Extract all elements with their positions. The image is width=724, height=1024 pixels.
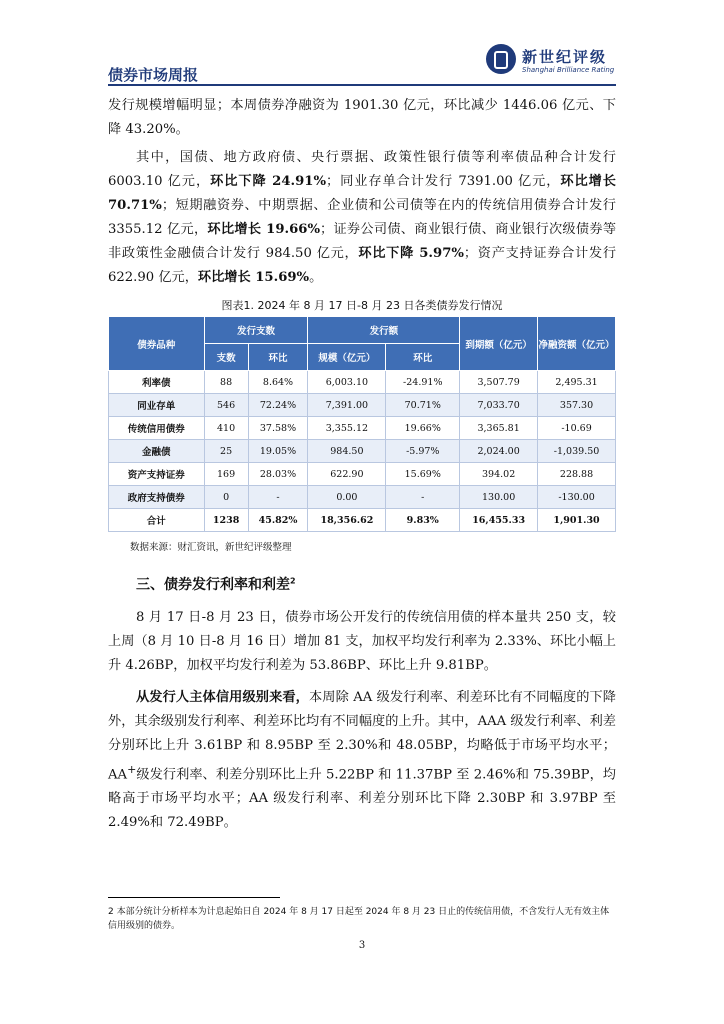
emphasis-cd-change: 环比增长 70.71%	[108, 174, 616, 213]
table-cell: 0.00	[308, 486, 386, 509]
table-cell: 0	[204, 486, 248, 509]
header-scale: 规模（亿元）	[308, 344, 386, 371]
table-cell: 资产支持证券	[109, 463, 205, 486]
paragraph-issuance-breakdown	[108, 146, 616, 290]
table-source: 数据来源：财汇资讯，新世纪评级整理	[130, 542, 292, 553]
text-segment: ；证券公司债、商业银行债、商业银行次级债券等非政策性金融债合计发行 984.50 亿元，	[108, 222, 617, 261]
table-row-total	[109, 509, 616, 532]
table-cell: 88	[204, 371, 248, 394]
table-cell: 16,455.33	[460, 509, 538, 532]
table-cell: 3,355.12	[308, 417, 386, 440]
table-cell: 410	[204, 417, 248, 440]
table-row	[109, 463, 616, 486]
table-cell: 3,365.81	[460, 417, 538, 440]
header-scale-change: 环比	[386, 344, 460, 371]
table-cell: 3,507.79	[460, 371, 538, 394]
emphasis-rating-lead: 从发行人主体信用级别来看，	[136, 690, 309, 705]
table-cell: 37.58%	[248, 417, 308, 440]
table-row	[109, 417, 616, 440]
table-cell: 130.00	[460, 486, 538, 509]
report-title: 债券市场周报	[108, 66, 199, 84]
table-cell: 传统信用债券	[109, 417, 205, 440]
bond-issuance-table	[108, 316, 616, 532]
table-cell: 19.66%	[386, 417, 460, 440]
section-title: 三、债券发行利率和利差	[136, 577, 290, 593]
footnote-divider	[108, 897, 280, 898]
emphasis-financial-bond-change: 环比下降 5.97%	[358, 246, 464, 261]
emphasis-credit-bond-change: 环比增长 19.66%	[207, 222, 320, 237]
paragraph-rating-analysis	[108, 686, 616, 835]
table-cell: 15.69%	[386, 463, 460, 486]
table-row	[109, 486, 616, 509]
table-row	[109, 394, 616, 417]
table-cell: -24.91%	[386, 371, 460, 394]
table-cell: 984.50	[308, 440, 386, 463]
table-cell: 45.82%	[248, 509, 308, 532]
page-number: 3	[358, 940, 366, 951]
table-cell: 394.02	[460, 463, 538, 486]
table-cell: 2,024.00	[460, 440, 538, 463]
header-net-financing: 净融资额（亿元）	[538, 317, 616, 371]
text-segment: 级发行利率、利差分别环比上升 5.22BP 和 11.37BP 至 2.46%和 75.39BP，均略高于市场平均水平；AA 级发行利率、利差分别环比下降 2.30BP 和 3.97BP 至 2.49%和 72.49BP。	[108, 767, 616, 831]
table-cell: 金融债	[109, 440, 205, 463]
table-cell: 1,901.30	[538, 509, 616, 532]
company-logo-icon	[486, 44, 516, 74]
header-category: 债券品种	[109, 317, 205, 371]
paragraph-spread-summary: 8 月 17 日-8 月 23 日，债券市场公开发行的传统信用债的样本量共 250 支，较上周（8 月 10 日-8 月 16 日）增加 81 支，加权平均发行利率为 2.33%、环比小幅上升 4.26BP，加权平均发行利差为 53.86BP、环比上升 9.81BP。	[108, 610, 616, 673]
emphasis-abs-change: 环比增长 15.69%	[197, 270, 310, 285]
table-cell: 9.83%	[386, 509, 460, 532]
table-caption: 图表1. 2024 年 8 月 17 日-8 月 23 日各类债券发行情况	[221, 299, 503, 312]
table-cell: 1238	[204, 509, 248, 532]
footnote-marker: 2	[290, 576, 296, 586]
table-row	[109, 371, 616, 394]
superscript-plus: +	[127, 763, 137, 776]
table-cell: 2,495.31	[538, 371, 616, 394]
table-cell: -1,039.50	[538, 440, 616, 463]
text-segment: 本周除 AA 级发行利率、利差环比有不同幅度的下降外，其余级别发行利率、利差环比均有不同幅度的上升。其中，AAA 级发行利率、利差分别环比上升 3.61BP 和 8.95BP 至 2.30%和 48.05BP，均略低于市场平均水平；AA	[108, 690, 616, 783]
header-count: 支数	[204, 344, 248, 371]
table-cell: 18,356.62	[308, 509, 386, 532]
table-cell: 169	[204, 463, 248, 486]
text-segment: 。	[309, 270, 323, 285]
table-cell: -5.97%	[386, 440, 460, 463]
table-cell: 357.30	[538, 394, 616, 417]
table-cell: 利率债	[109, 371, 205, 394]
table-cell: 546	[204, 394, 248, 417]
emphasis-rate-bond-change: 环比下降 24.91%	[210, 174, 326, 189]
logo-english-name: Shanghai Brilliance Rating	[522, 66, 615, 74]
table-cell: -10.69	[538, 417, 616, 440]
text-segment: ；同业存单合计发行 7391.00 亿元，	[325, 174, 561, 189]
table-cell: 7,033.70	[460, 394, 538, 417]
footnote-text: 2 本部分统计分析样本为计息起始日自 2024 年 8 月 17 日起至 2024 年 8 月 23 日止的传统信用债，不含发行人无有效主体信用级别的债券。	[108, 907, 610, 931]
table-row	[109, 440, 616, 463]
table-cell: 72.24%	[248, 394, 308, 417]
table-cell: 25	[204, 440, 248, 463]
header-count-change: 环比	[248, 344, 308, 371]
page-header	[108, 40, 616, 86]
table-cell: -	[248, 486, 308, 509]
table-cell: 228.88	[538, 463, 616, 486]
table-cell: 28.03%	[248, 463, 308, 486]
table-cell: 6,003.10	[308, 371, 386, 394]
table-cell: 7,391.00	[308, 394, 386, 417]
text-segment: 其中，国债、地方政府债、央行票据、政策性银行债等利率债品种合计发行 6003.10 亿元，	[108, 150, 616, 189]
table-cell: 8.64%	[248, 371, 308, 394]
table-cell: -130.00	[538, 486, 616, 509]
header-maturity: 到期额（亿元）	[460, 317, 538, 371]
table-cell: 合计	[109, 509, 205, 532]
table-cell: 70.71%	[386, 394, 460, 417]
logo-chinese-name: 新世纪评级	[522, 48, 608, 66]
text-segment: ；资产支持证券合计发行 622.90 亿元，	[108, 246, 617, 285]
table-cell: -	[386, 486, 460, 509]
paragraph-net-financing: 发行规模增幅明显；本周债券净融资为 1901.30 亿元，环比减少 1446.06 亿元、下降 43.20%。	[108, 98, 616, 137]
table-cell: 19.05%	[248, 440, 308, 463]
text-segment: ；短期融资券、中期票据、企业债和公司债等在内的传统信用债券合计发行 3355.12 亿元，	[108, 198, 616, 237]
header-divider	[108, 84, 616, 86]
header-issue-amount: 发行额	[308, 317, 460, 344]
table-cell: 622.90	[308, 463, 386, 486]
header-issue-count: 发行支数	[204, 317, 308, 344]
table-cell: 同业存单	[109, 394, 205, 417]
section-heading	[136, 574, 296, 594]
table-cell: 政府支持债券	[109, 486, 205, 509]
